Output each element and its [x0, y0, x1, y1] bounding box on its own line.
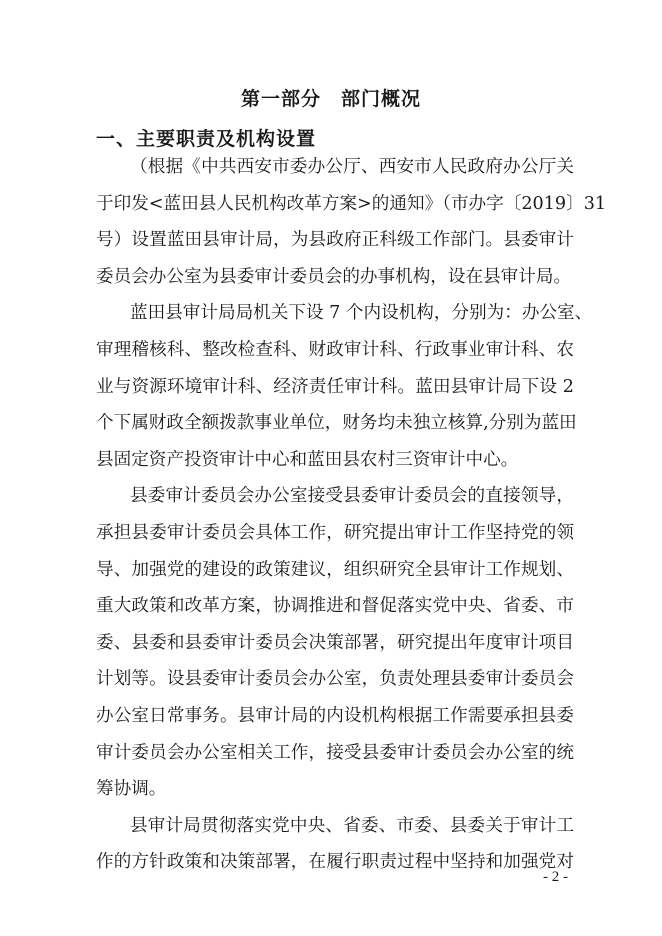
- text-line: 审计委员会办公室相关工作，接受县委审计委员会办公室的统: [96, 742, 574, 763]
- text-line: （根据《中共西安市委办公厅、西安市人民政府办公厅关: [130, 157, 574, 177]
- text-line: 号）设置蓝田县审计局，为县政府正科级工作部门。县委审计: [96, 230, 574, 251]
- text-line: 县审计局贯彻落实党中央、省委、市委、县委关于审计工: [130, 815, 574, 836]
- text-line: 审理稽核科、整改检查科、财政审计科、行政事业审计科、农: [96, 339, 574, 360]
- text-line: 导、加强党的建设的政策建议，组织研究全县审计工作规划、: [96, 559, 574, 580]
- section-heading: 一、主要职责及机构设置: [96, 128, 317, 150]
- page-number: - 2 -: [543, 869, 568, 885]
- text-line: 计划等。设县委审计委员会办公室，负责处理县委审计委员会: [96, 669, 574, 690]
- text-line: 作的方针政策和决策部署，在履行职责过程中坚持和加强党对: [96, 852, 574, 873]
- text-line: 于印发<蓝田县人民机构改革方案>的通知》（市办字〔2019〕31: [96, 193, 607, 214]
- text-line: 重大政策和改革方案，协调推进和督促落实党中央、省委、市: [96, 596, 574, 617]
- body-text: [96, 149, 607, 881]
- part-title: 第一部分 部门概况: [240, 88, 421, 110]
- text-line: 办公室日常事务。县审计局的内设机构根据工作需要承担县委: [96, 705, 574, 726]
- text-line: 个下属财政全额拨款事业单位，财务均未独立核算,分别为蓝田: [96, 413, 577, 434]
- text-line: 委、县委和县委审计委员会决策部署，研究提出年度审计项目: [96, 632, 574, 653]
- text-line: 承担县委审计委员会具体工作，研究提出审计工作坚持党的领: [96, 522, 574, 543]
- text-line: 县固定资产投资审计中心和蓝田县农村三资审计中心。: [96, 449, 519, 470]
- text-line: 筹协调。: [96, 779, 167, 800]
- text-line: 业与资源环境审计科、经济责任审计科。蓝田县审计局下设 2: [96, 376, 574, 397]
- text-line: 蓝田县审计局局机关下设 7 个内设机构，分别为：办公室、: [130, 303, 593, 324]
- text-line: 委员会办公室为县委审计委员会的办事机构，设在县审计局。: [96, 266, 572, 287]
- text-line: 县委审计委员会办公室接受县委审计委员会的直接领导，: [130, 486, 574, 507]
